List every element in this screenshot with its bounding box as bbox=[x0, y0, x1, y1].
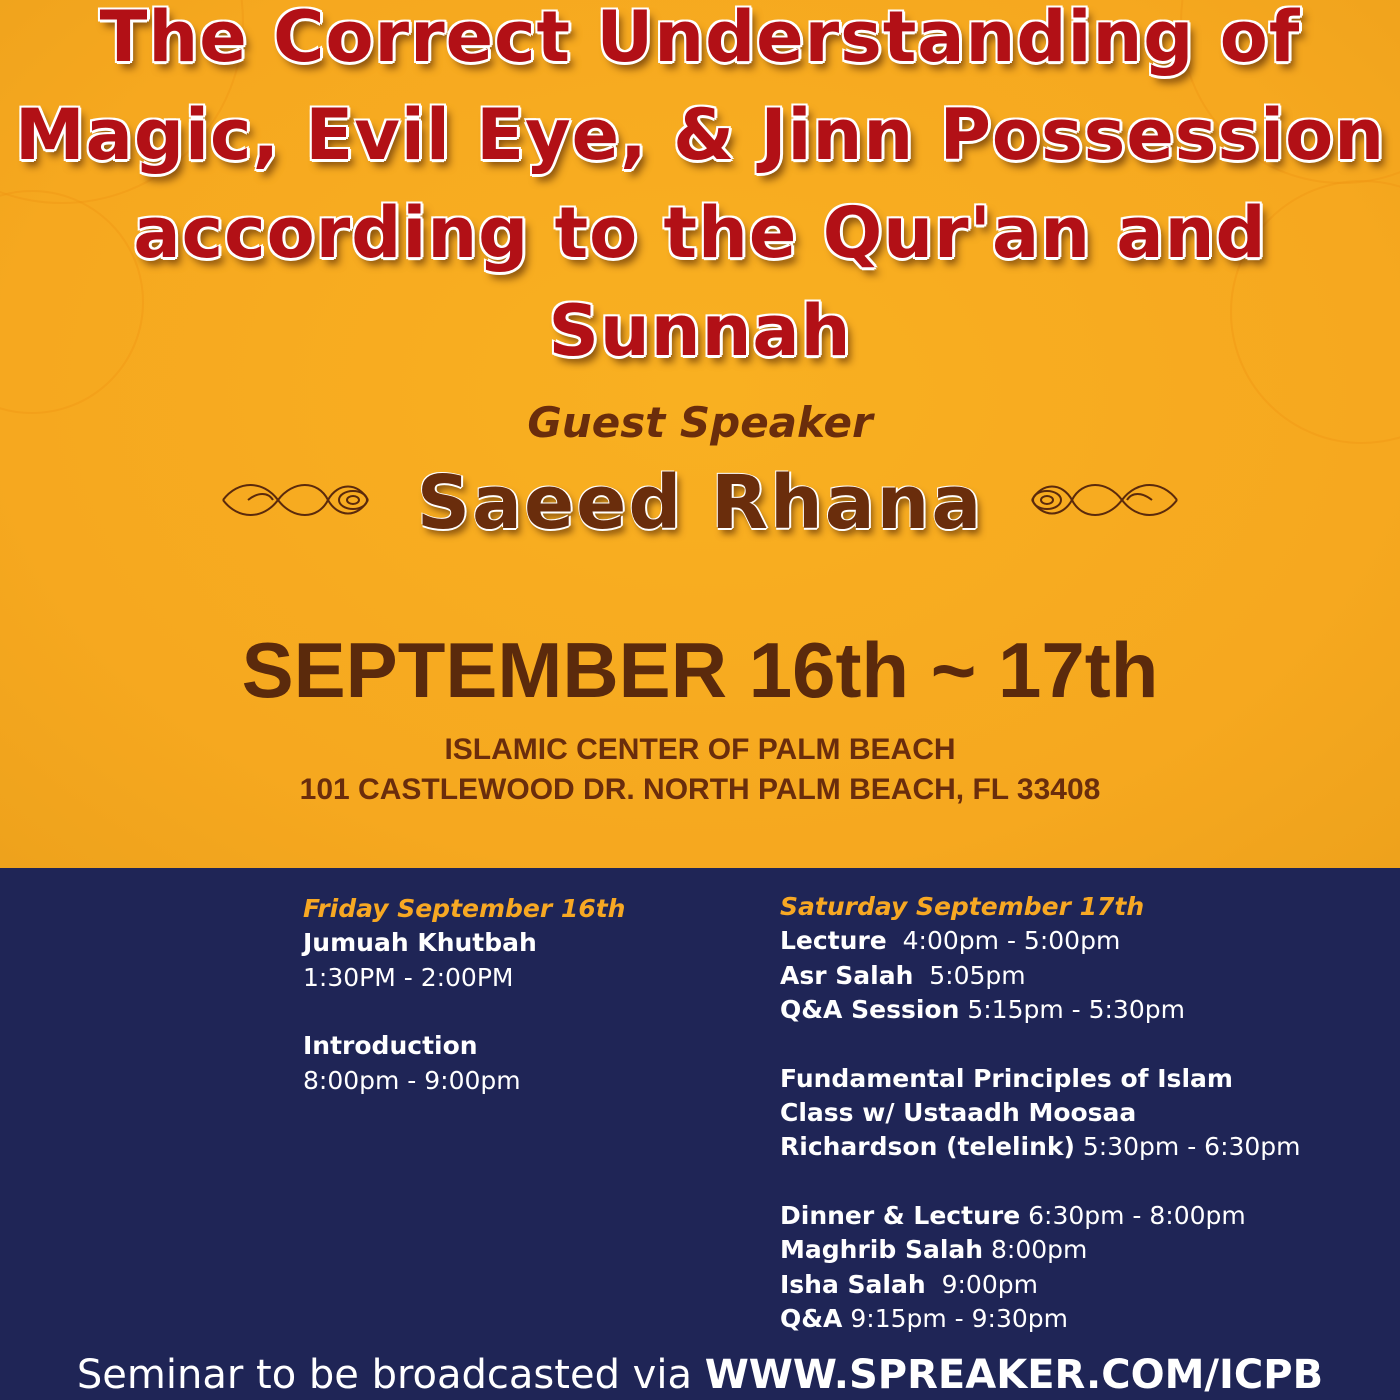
friday-heading: Friday September 16th bbox=[303, 894, 626, 923]
schedule-item-name: Dinner & Lecture bbox=[780, 1200, 1021, 1230]
schedule-row bbox=[780, 993, 1380, 1027]
schedule-item-name: Jumuah Khutbah bbox=[303, 928, 537, 958]
schedule-item-time: 8:00pm - 9:00pm bbox=[303, 1065, 521, 1095]
schedule-item-name: Lecture bbox=[780, 926, 887, 956]
schedule-row bbox=[780, 1199, 1380, 1233]
schedule-item-time: 8:00pm bbox=[991, 1235, 1088, 1265]
title-line: according to the Qur'an and bbox=[133, 192, 1267, 274]
title-line: The Correct Understanding of bbox=[99, 0, 1301, 78]
footer-text: Seminar to be broadcasted via bbox=[76, 1352, 692, 1398]
schedule-row bbox=[780, 1302, 1380, 1336]
schedule-item-name: Introduction bbox=[303, 1031, 478, 1061]
schedule-item-name: Asr Salah bbox=[780, 960, 914, 990]
saturday-heading: Saturday September 17th bbox=[780, 892, 1145, 921]
schedule-item-time: 9:00pm bbox=[941, 1269, 1038, 1299]
schedule-item-name: Q&A Session bbox=[780, 995, 960, 1025]
venue-address: 101 CASTLEWOOD DR. NORTH PALM BEACH, FL 33408 bbox=[299, 773, 1101, 806]
schedule-row bbox=[780, 1233, 1380, 1267]
schedule-item-name: Richardson (telelink) bbox=[780, 1132, 1075, 1162]
schedule-item-name: Class w/ Ustaadh Moosaa bbox=[780, 1098, 1137, 1128]
schedule-row bbox=[780, 959, 1380, 993]
title-line: Magic, Evil Eye, & Jinn Possession bbox=[14, 94, 1386, 176]
schedule-item-name: Q&A bbox=[780, 1304, 843, 1334]
broadcast-link[interactable]: WWW.SPREAKER.COM/ICPB bbox=[704, 1352, 1324, 1398]
guest-speaker-label: Guest Speaker bbox=[527, 398, 873, 447]
event-date: SEPTEMBER 16th ~ 17th bbox=[241, 626, 1159, 714]
schedule-item-name: Fundamental Principles of Islam bbox=[780, 1063, 1233, 1093]
broadcast-footer bbox=[0, 1352, 1400, 1398]
schedule-row bbox=[780, 1130, 1380, 1164]
schedule-item-time: 9:15pm - 9:30pm bbox=[850, 1304, 1068, 1334]
schedule-row bbox=[780, 1268, 1380, 1302]
venue-block bbox=[0, 730, 1400, 810]
speaker-name: Saeed Rhana bbox=[416, 460, 984, 546]
schedule-item-time: 6:30pm - 8:00pm bbox=[1028, 1200, 1246, 1230]
schedule-item-time: 5:05pm bbox=[929, 960, 1026, 990]
schedule-item-time: 5:30pm - 6:30pm bbox=[1082, 1132, 1301, 1162]
schedule-item-time: 4:00pm - 5:00pm bbox=[902, 926, 1121, 956]
friday-schedule bbox=[303, 892, 723, 1098]
schedule-item-time: 1:30PM - 2:00PM bbox=[303, 962, 514, 992]
title-line: Sunnah bbox=[548, 290, 852, 372]
event-title bbox=[0, 0, 1400, 380]
venue-name: ISLAMIC CENTER OF PALM BEACH bbox=[444, 733, 956, 766]
schedule-item-time: 5:15pm - 5:30pm bbox=[967, 995, 1185, 1025]
flourish-right-icon bbox=[1022, 470, 1182, 530]
schedule-row bbox=[780, 924, 1380, 958]
schedule-item-name: Isha Salah bbox=[780, 1269, 926, 1299]
saturday-schedule bbox=[780, 890, 1380, 1336]
schedule-item-name: Maghrib Salah bbox=[780, 1235, 984, 1265]
